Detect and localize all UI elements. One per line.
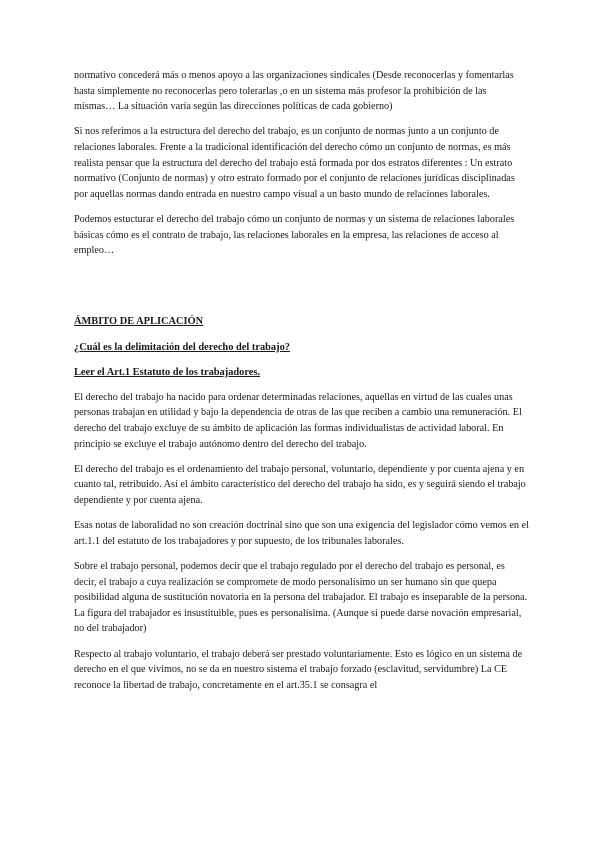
- paragraph-estructura: Si nos referimos a la estructura del derecho del trabajo, es un conjunto de normas junto a un conjunto de relaciones laborales. Frente a la tradicional identificación del derecho cómo un conjunto de normas, es más realista pensar que la estructura del derecho del trabajo está formada por dos estratos diferentes : Un estrato normativo (Conjunto de normas) y otro estrato formado por el conjunto de relaciones jurídicas disciplinadas por aquellas normas dando entrada en nuestro campo visual a un basto mundo de relaciones laborales.: [74, 126, 515, 200]
- paragraph-trabajo-voluntario: Respecto al trabajo voluntario, el trabajo deberá ser prestado voluntariamente. Esto es lógico en un sistema de derecho en el que vivimos, no se da en nuestro sistema el trabajo forzado (esclavitud, servidumbre) La CE reconoce la libertad de trabajo, concretamente en el art.35.1 se consagra el: [74, 648, 523, 691]
- paragraph-normativo: normativo concederá más o menos apoyo a las organizaciones sindicales (Desde reconocerlas y fomentarlas hasta simplemente no reconocerlas pero tolerarlas ,o en un sistema más profesor la prohibición de las mismas… La situación varía según las direcciones políticas de cada gobierno): [74, 70, 514, 113]
- section-spacer: [74, 268, 529, 314]
- paragraph-estructurar: Podemos estucturar el derecho del trabajo cómo un conjunto de normas y un sistema de relaciones laborales básicas cómo es el contrato de trabajo, las relaciones laborales en la empresa, las relaciones de acceso al empleo…: [74, 213, 515, 257]
- paragraph-trabajo-personal: Sobre el trabajo personal, podemos decir que el trabajo regulado por el derecho del trabajo es personal, es decir, el trabajo a cuya realización se compromete de modo personalísimo un ser humano sin que quepa posibilidad alguna de sustitución novatoria en la persona del trabajador. El trabajo es inseparable de la persona. La figura del trabajador es insustituible, pues es personalísima. (Aunque si puede darse novación empresarial, no del trabajador): [74, 561, 528, 635]
- reference-heading: Leer el Art.1 Estatuto de los trabajadores.: [74, 366, 261, 378]
- document-body: [74, 68, 529, 703]
- paragraph-ordenamiento: El derecho del trabajo es el ordenamiento del trabajo personal, voluntario, dependiente y por cuenta ajena y en cuanto tal, retribuido. Así el ámbito característico del derecho del trabajo ha sido, es y seguirá siendo el trabajo dependiente y por cuenta ajena.: [74, 463, 526, 507]
- section-heading: ÁMBITO DE APLICACIÓN: [74, 316, 204, 328]
- paragraph-nacido: El derecho del trabajo ha nacido para ordenar determinadas relaciones, aquellas en virtud de las cuales unas personas trabajan en utilidad y bajo la dependencia de otras de las que reciben a cambio una remuneración. El derecho del trabajo excluye de su ámbito de aplicación las formas individualistas de actividad laboral. En principio se excluye el trabajo autónomo dentro del derecho del trabajo.: [74, 391, 522, 450]
- paragraph-laboralidad: Esas notas de laboralidad no son creación doctrinal sino que son una exigencia del legislador cómo vemos en el art.1.1 del estatuto de los trabajadores y por supuesto, de los tribunales laborales.: [74, 520, 529, 547]
- question-heading: ¿Cuál es la delimitación del derecho del trabajo?: [74, 341, 290, 353]
